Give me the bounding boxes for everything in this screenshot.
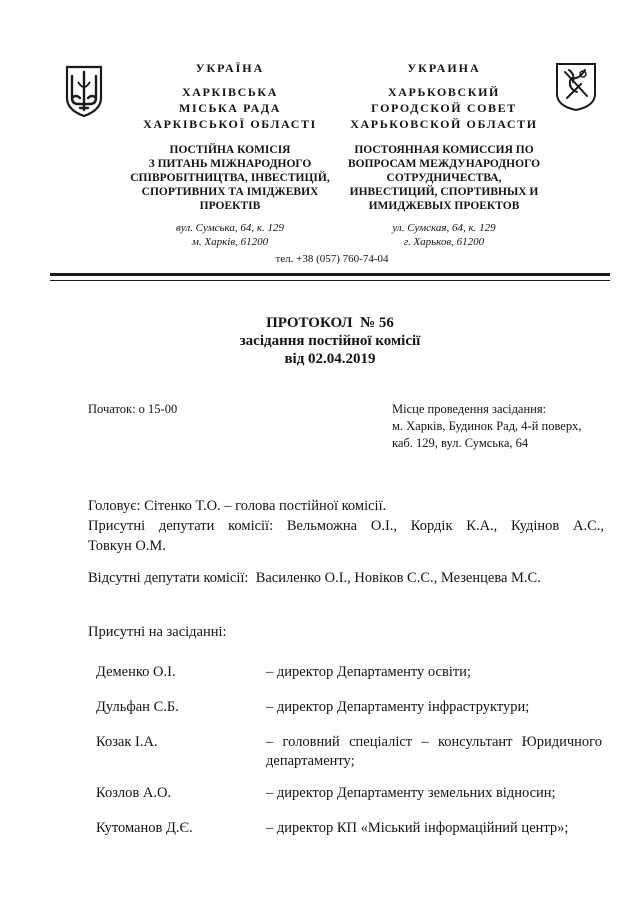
left-address (150, 221, 310, 249)
right-council-name (334, 84, 554, 132)
header-divider-thick (50, 273, 610, 276)
attendee-name: Дульфан С.Б. (96, 699, 179, 715)
attendee-name: Деменко О.І. (96, 664, 176, 680)
right-address-line: ул. Сумская, 64, к. 129 (392, 222, 496, 234)
attendees-heading: Присутні на засіданні: (88, 624, 227, 640)
protocol-date: від 02.04.2019 (284, 351, 376, 367)
attendee-name: Козак І.А. (96, 734, 158, 750)
left-committee-line: СПОРТИВНИХ ТА ІМІДЖЕВИХ (141, 186, 319, 198)
meeting-place-label: Місце проведення засідання: (392, 402, 547, 416)
protocol-heading (180, 314, 480, 368)
present-deputies-continued: Товкун О.М. (88, 538, 166, 554)
attendee-role: – директор Департаменту інфраструктури; (266, 699, 530, 715)
protocol-title: ПРОТОКОЛ № 56 (266, 315, 394, 331)
right-address (364, 221, 524, 249)
meeting-place-line: м. Харків, Будинок Рад, 4-й поверх, (392, 419, 582, 433)
right-council-line: ГОРОДСКОЙ СОВЕТ (371, 101, 517, 115)
present-deputies-line: Присутні депутати комісії: Вельможна О.І., Кордік К.А., Кудінов А.С., (88, 518, 604, 534)
right-committee-line: СОТРУДНИЧЕСТВА, (386, 172, 502, 184)
right-council-line: ХАРЬКОВСКОЙ ОБЛАСТИ (350, 117, 538, 131)
left-country-name: УКРАЇНА (195, 61, 265, 75)
left-committee-line: СПІВРОБІТНИЦТВА, ІНВЕСТИЦІЙ, (130, 172, 330, 184)
attendee-name: Кутоманов Д.Є. (96, 820, 193, 836)
attendee-role: – директор КП «Міський інформаційний центр»; (266, 820, 569, 836)
right-committee-line: ПОСТОЯННАЯ КОМИССИЯ ПО (354, 144, 534, 156)
kharkiv-coat-of-arms-icon (555, 62, 597, 112)
right-country-name: УКРАИНА (407, 61, 481, 75)
left-council-line: ХАРКІВСЬКОЇ ОБЛАСТІ (143, 117, 317, 131)
left-council-name (120, 84, 340, 132)
right-committee-line: ИМИДЖЕВЫХ ПРОЕКТОВ (368, 200, 520, 212)
right-council-line: ХАРЬКОВСКИЙ (388, 85, 500, 99)
right-committee-name (334, 143, 554, 213)
right-address-line: г. Харьков, 61200 (403, 236, 485, 248)
protocol-subtitle: засідання постійної комісії (239, 333, 421, 349)
attendee-role-continued: департаменту; (266, 753, 355, 769)
chair-line: Головує: Сітенко Т.О. – голова постійної комісії. (88, 498, 387, 514)
left-committee-line: ПОСТІЙНА КОМІСІЯ (169, 144, 291, 156)
meeting-place (392, 401, 581, 452)
right-committee-line: ИНВЕСТИЦИЙ, СПОРТИВНЫХ И (349, 186, 539, 198)
attendee-name: Козлов А.О. (96, 785, 172, 801)
left-address-line: м. Харків, 61200 (191, 236, 269, 248)
absent-deputies-line: Відсутні депутати комісії: Василенко О.І., Новіков С.С., Мезенцева М.С. (88, 570, 541, 586)
left-council-line: ХАРКІВСЬКА (181, 85, 278, 99)
meeting-start-time: Початок: о 15-00 (88, 402, 178, 416)
phone-number: тел. +38 (057) 760-74-04 (275, 253, 389, 265)
right-committee-line: ВОПРОСАМ МЕЖДУНАРОДНОГО (347, 158, 541, 170)
meeting-place-line: каб. 129, вул. Сумська, 64 (392, 436, 529, 450)
left-council-line: МІСЬКА РАДА (179, 101, 281, 115)
left-committee-line: З ПИТАНЬ МІЖНАРОДНОГО (148, 158, 312, 170)
left-committee-line: ПРОЕКТІВ (199, 200, 261, 212)
attendee-role: – директор Департаменту земельних відносин; (266, 785, 556, 801)
left-address-line: вул. Сумська, 64, к. 129 (175, 222, 285, 234)
attendee-role: – головний спеціаліст – консультант Юридичного (266, 734, 602, 750)
attendee-role: – директор Департаменту освіти; (266, 664, 471, 680)
left-committee-name (120, 143, 340, 213)
ukraine-trident-icon (64, 64, 104, 118)
header-divider-thin (50, 280, 610, 281)
